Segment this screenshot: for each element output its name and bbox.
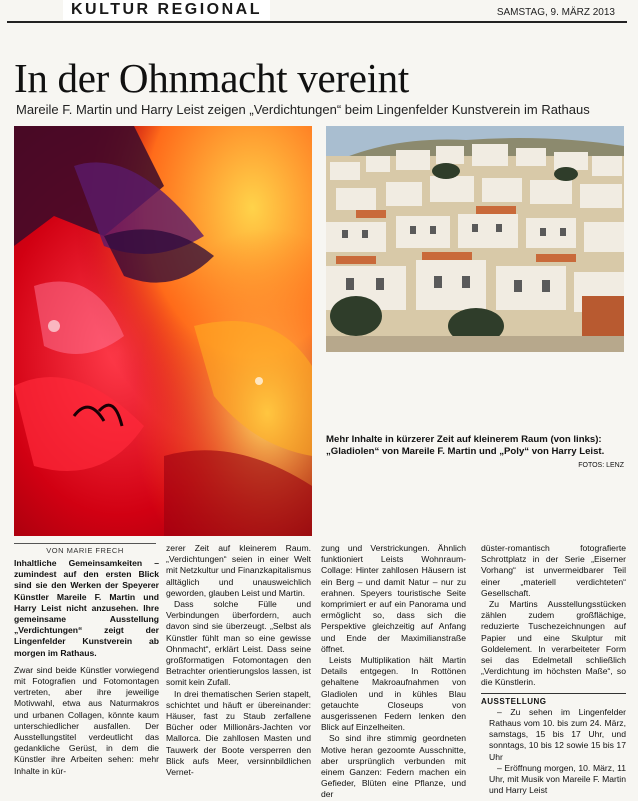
article-column-4 — [481, 543, 626, 796]
info-item: – Zu sehen im Lingenfelder Rathaus vom 10. bis zum 24. März, samstags, 15 bis 17 Uhr, und sonntags, 10 bis 12 sowie 15 bis 17 Uhr — [489, 706, 626, 762]
headline: In der Ohnmacht vereint — [14, 55, 409, 101]
subheadline: Mareile F. Martin und Harry Leist zeigen „Verdichtungen“ beim Lingenfelder Kunstverein im Rathaus — [16, 102, 590, 117]
poly-photo — [326, 126, 624, 352]
section-header — [7, 0, 627, 28]
info-item: – Eröffnung morgen, 10. März, 11 Uhr, mit Musik von Mareile F. Martin und Harry Leist — [489, 762, 626, 796]
article-paragraph: In drei thematischen Serien stapelt, schichtet und häuft er übereinander: Häuser, fast zu Staub zerfallene Bücher oder Millionärs-Jachten vor Mallorca. Die zahllosen Masten und Tauwerk der Boote versperren den Blick aufs Meer, versinnbildlichen Vernet- — [166, 688, 311, 778]
article-lead: Inhaltliche Gemeinsamkeiten – zumindest auf den ersten Blick sind sie den Werken der Speyerer Künstler Mareile F. Martin und Harry Leist nicht anzusehen. Ihre gemeinsame Ausstellung „Verdichtungen“ zeigt der Lingenfelder Kunstverein ab morgen im Rathaus. — [14, 558, 159, 658]
dateline: SAMSTAG, 9. MÄRZ 2013 — [496, 7, 615, 18]
article-column-3 — [321, 543, 466, 801]
caption-text: Mehr Inhalte in kürzerer Zeit auf kleinerem Raum (von links): „Gladiolen“ von Mareile F. Martin und „Poly“ von Harry Leist. — [326, 434, 605, 457]
article-paragraph: Zu Martins Ausstellungsstücken zählen zudem großflächige, reduzierte Tuschezeichnungen auf Papier und eine Skulptur mit Goldelement. In verarbeiteter Form sei das Edelmetall schließlich „Verdichtung im höchsten Maße“, so die Künstlerin. — [481, 599, 626, 688]
poly-image — [326, 126, 624, 352]
byline: VON MARIE FRECH — [46, 546, 124, 555]
article-paragraph: zerer Zeit auf kleinerem Raum. „Verdichtungen“ seien in einer Welt mit Netzkultur und Finanzkapitalismus alltäglich und unausweichlich geworden, glauben Leist und Martin. — [166, 543, 311, 598]
photo-credit: FOTOS: LENZ — [578, 462, 624, 469]
section-tab — [63, 0, 270, 20]
article-column-2 — [166, 543, 311, 778]
gladiolen-image — [14, 126, 312, 536]
article-paragraph: zung und Verstrickungen. Ähnlich funktioniert Leists Wohnraum-Collage: Hinter zahllosen Häusern ist ein Berg – und damit Natur – nur zu erahnen. Speyers touristische Seite komprimiert er auf ein Panorama und ermöglicht so, dass sich die Perspektive gleichzeitig auf Anfang und Ende der Maximilianstraße öffnet. — [321, 543, 466, 654]
article-column-1 — [14, 558, 159, 777]
article-paragraph: Leists Multiplikation hält Martin Details entgegen. In Rottönen gehaltene Makroaufnahmen von Gladiolen und in kühles Blau getauchte Closeups von ausgerissenen Federn lenken den Blick auf Einzelheiten. — [321, 655, 466, 733]
section-rule — [7, 21, 627, 23]
article-paragraph: So sind ihre stimmig geordneten Motive heran gezoomte Ausschnitte, aber ursprünglich verbunden mit einem Ganzen: Federn machen ein Gefieder, Blüten eine Pflanze, und der — [321, 733, 466, 800]
info-box-heading: AUSSTELLUNG — [481, 693, 626, 707]
byline-rule — [14, 543, 156, 544]
gladiolen-photo — [14, 126, 312, 536]
photo-caption — [326, 434, 624, 472]
article-paragraph: Dass solche Fülle und Verbindungen überfordern, auch davon sind sie überzeugt. „Selbst als Künstler fühlt man so eine gewisse Ohnmacht“, erklärt Leist. Dass seine großformatigen Fotomontagen den Betrachter orientierungslos lassen, ist somit kein Zufall. — [166, 599, 311, 688]
section-title: KULTUR REGIONAL — [71, 1, 262, 18]
article-paragraph: Zwar sind beide Künstler vorwiegend mit Fotografien und Fotomontagen vertreten, aber ihre jeweilige Motivwahl, etwa aus Naturmakros und urbanen Collagen, könnte kaum unterschiedlicher ausfallen. Der Ausstellungstitel verdeutlicht das gedankliche Gerüst, in dem die Künstler ihre Arbeiten sehen: mehr Inhalte in kür- — [14, 664, 159, 776]
article-paragraph: düster-romantisch fotografierte Schrottplatz in der Serie „Eiserner Vorhang“ ist unvermeidbarer Teil einer „materiell verdichteten“ Gesellschaft. — [481, 543, 626, 598]
